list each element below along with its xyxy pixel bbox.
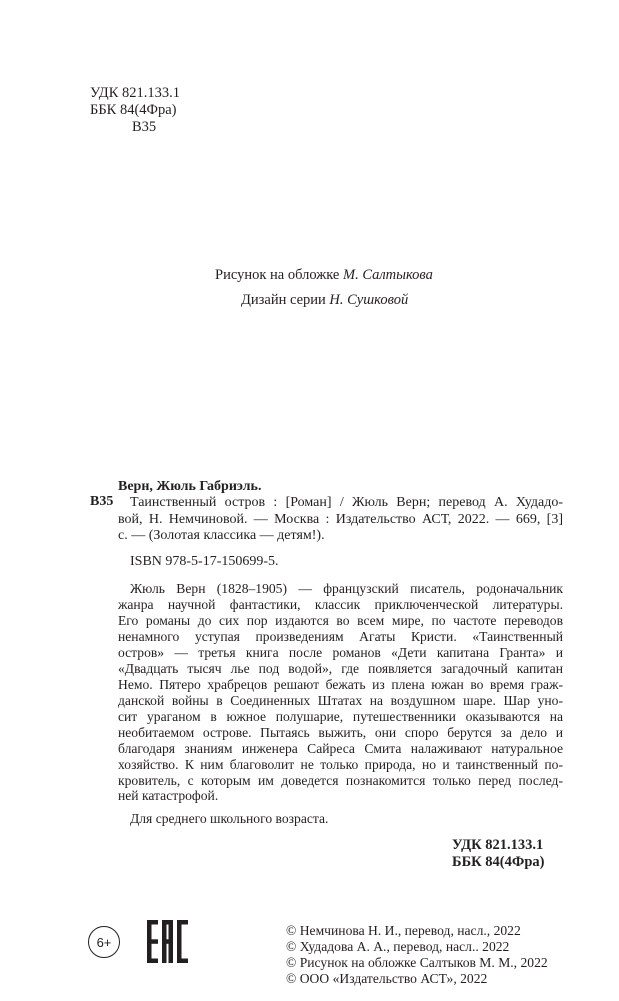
copyright-line: © Худадова А. А., перевод, насл.. 2022 <box>286 939 510 954</box>
cover-credit-label: Рисунок на обложке <box>215 267 343 283</box>
description-line: Жюль Верн (1828–1905) — французский писатель, родоначальник <box>130 581 563 596</box>
copyright-line: © Рисунок на обложке Салтыков М. М., 2022 <box>286 955 548 970</box>
description-line: кровитель, с которым им доведется познакомится только перед послед- <box>118 773 563 788</box>
audience-note: Для среднего школьного возраста. <box>130 811 329 826</box>
series-design-credit <box>241 293 408 308</box>
description-line: сит ураганом в южное полушарие, путешественники оказываются на <box>118 709 563 724</box>
description-line: Немо. Пятеро храбрецов решают бежать из плена южан во время граж- <box>118 677 563 692</box>
catalog-author-sign: В35 <box>90 494 114 509</box>
catalog-record-line: с. — (Золотая классика — детям!). <box>118 528 325 543</box>
description-line: Его романы до сих пор издаются во всем мире, по частоте переводов <box>118 613 563 628</box>
design-credit-label: Дизайн серии <box>241 292 330 308</box>
catalog-record-line: вой, Н. Немчиновой. — Москва : Издательство АСТ, 2022. — 669, [3] <box>118 512 563 527</box>
cover-illustration-credit <box>215 268 433 283</box>
description-line: «Двадцать тысяч лье под водой», где появляется загадочный капитан <box>118 661 563 676</box>
copyright-line: © ООО «Издательство АСТ», 2022 <box>286 971 488 986</box>
description-line: необитаемом острове. Пытаясь выжить, они споро берутся за дело и <box>118 725 563 740</box>
description-line: остров» — третья книга после романов «Дети капитана Гранта» и <box>118 645 563 660</box>
bbk-index-top: ББК 84(4Фра) <box>90 102 177 118</box>
udk-index-bottom: УДК 821.133.1 <box>452 837 544 853</box>
description-line: ней катастрофой. <box>118 788 219 803</box>
cover-artist-name: М. Салтыкова <box>342 267 433 283</box>
description-line: жанра научной фантастики, классик приключенческой литературы. <box>118 597 563 612</box>
copyright-line: © Немчинова Н. И., перевод, насл., 2022 <box>286 923 521 938</box>
catalog-record-line: Таинственный остров : [Роман] / Жюль Верн; перевод А. Худадо- <box>130 495 563 510</box>
catalog-author: Верн, Жюль Габриэль. <box>118 479 262 494</box>
isbn: ISBN 978-5-17-150699-5. <box>130 554 279 569</box>
bbk-index-bottom: ББК 84(4Фра) <box>452 854 545 870</box>
description-line: хозяйство. К ним благоволит не только природа, но и таинственный по- <box>118 757 563 772</box>
age-rating-mark <box>88 926 120 958</box>
description-line: благодаря знаниям инженера Сайреса Смита налаживают натуральное <box>118 741 563 756</box>
series-designer-name: Н. Сушковой <box>329 292 409 308</box>
age-rating-text: 6+ <box>96 934 112 950</box>
eac-logo <box>147 920 188 963</box>
author-sign-top: В35 <box>132 119 157 135</box>
udk-index-top: УДК 821.133.1 <box>90 85 180 101</box>
description-line: ненамного уступая произведениям Агаты Кристи. «Таинственный <box>118 629 563 644</box>
description-line: данской войны в Соединенных Штатах на воздушном шаре. Шар уно- <box>118 693 563 708</box>
